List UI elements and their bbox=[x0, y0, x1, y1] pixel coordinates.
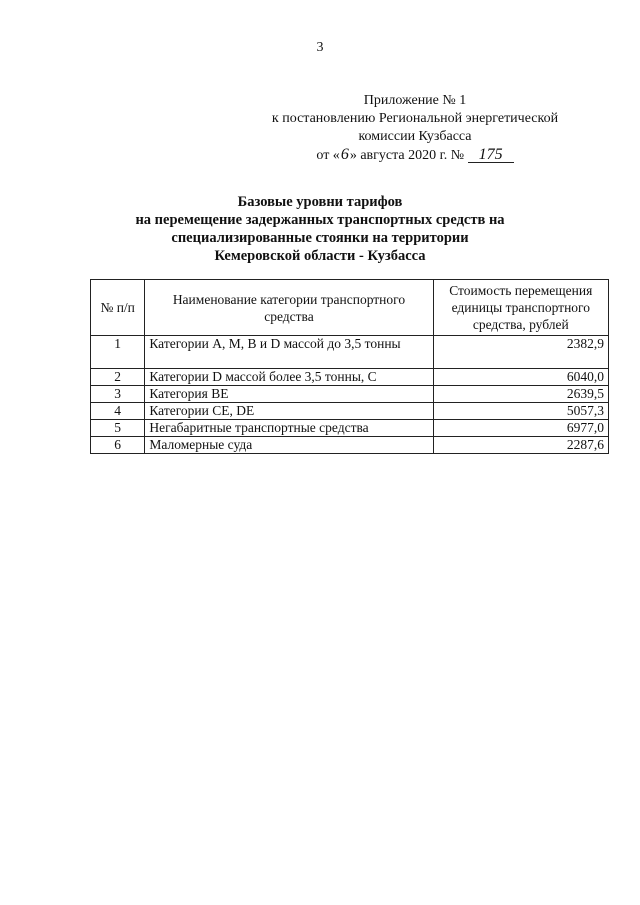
document-title bbox=[60, 193, 580, 265]
row-name: Категории СЕ, DE bbox=[145, 403, 433, 420]
row-num: 1 bbox=[91, 336, 145, 369]
document-number: 175 bbox=[468, 147, 514, 163]
tariffs-table bbox=[90, 279, 609, 454]
appendix-title: Приложение № 1 bbox=[363, 93, 467, 108]
page-number: 3 bbox=[316, 40, 324, 55]
header-price: Стоимость перемещения единицы транспортного средства, рублей bbox=[433, 280, 608, 336]
title-line-2: на перемещение задержанных транспортных средств на bbox=[135, 212, 505, 228]
table-row bbox=[91, 336, 609, 369]
row-price: 6977,0 bbox=[433, 420, 608, 437]
date-middle: » августа 2020 г. № bbox=[349, 148, 465, 163]
title-line-1: Базовые уровни тарифов bbox=[237, 194, 403, 210]
row-num: 2 bbox=[91, 369, 145, 386]
date-day: 6 bbox=[340, 146, 349, 163]
row-name: Категории D массой более 3,5 тонны, С bbox=[145, 369, 433, 386]
table-row bbox=[91, 420, 609, 437]
appendix-resolution-line: к постановлению Региональной энергетической bbox=[271, 111, 559, 126]
row-name: Маломерные суда bbox=[145, 437, 433, 454]
table-row bbox=[91, 437, 609, 454]
appendix-commission-line: комиссии Кузбасса bbox=[358, 129, 472, 144]
row-num: 6 bbox=[91, 437, 145, 454]
table-row bbox=[91, 386, 609, 403]
row-price: 2287,6 bbox=[433, 437, 608, 454]
table-row bbox=[91, 369, 609, 386]
row-name: Категории А, М, В и D массой до 3,5 тонны bbox=[145, 336, 433, 369]
header-num: № п/п bbox=[91, 280, 145, 336]
row-num: 5 bbox=[91, 420, 145, 437]
row-price: 5057,3 bbox=[433, 403, 608, 420]
row-num: 3 bbox=[91, 386, 145, 403]
row-price: 6040,0 bbox=[433, 369, 608, 386]
row-name: Негабаритные транспортные средства bbox=[145, 420, 433, 437]
row-price: 2382,9 bbox=[433, 336, 608, 369]
row-price: 2639,5 bbox=[433, 386, 608, 403]
appendix-date-line bbox=[250, 146, 580, 165]
date-prefix: от « bbox=[316, 148, 340, 163]
row-name: Категория ВЕ bbox=[145, 386, 433, 403]
title-line-3: специализированные стоянки на территории bbox=[171, 230, 469, 246]
row-num: 4 bbox=[91, 403, 145, 420]
appendix-header bbox=[250, 92, 580, 165]
header-name: Наименование категории транспортного средства bbox=[145, 280, 433, 336]
title-line-4: Кемеровской области - Кузбасса bbox=[214, 248, 426, 264]
table-row bbox=[91, 403, 609, 420]
table-header-row bbox=[91, 280, 609, 336]
